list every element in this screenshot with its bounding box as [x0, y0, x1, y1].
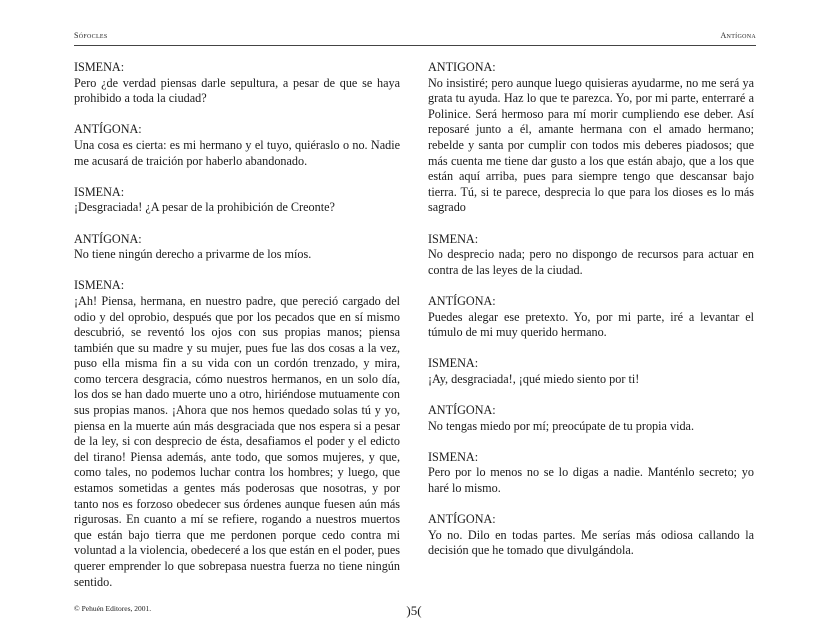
header-rule: [74, 45, 756, 46]
running-head: [74, 31, 756, 43]
copyright-notice: © Pehuén Editores, 2001.: [74, 604, 152, 613]
speech-text: Yo no. Dilo en todas partes. Me serías más odiosa callando la decisión que he tomado que divulgándola.: [428, 527, 754, 558]
speaker-name: ISMENA:: [428, 449, 479, 464]
speech-text: No tengas miedo por mí; preocúpate de tu propia vida.: [428, 418, 695, 433]
speaker-name: ISMENA:: [74, 278, 125, 293]
speech-text: ¡Desgraciada! ¿A pesar de la prohibición de Creonte?: [74, 200, 335, 215]
speech-text: Pero por lo menos no se lo digas a nadie. Manténlo secreto; yo haré lo mismo.: [428, 465, 754, 496]
speaker-name: ANTÍGONA:: [74, 231, 142, 246]
dialogue-turn: [428, 60, 754, 216]
speaker-name: ISMENA:: [428, 356, 479, 371]
page-number: )5(: [406, 603, 422, 618]
speaker-name: ANTÍGONA:: [428, 512, 496, 527]
speech-text: Pero ¿de verdad piensas darle sepultura, a pesar de que se haya prohibido a toda la ciudad?: [74, 75, 400, 106]
dialogue-turn: [428, 356, 754, 387]
dialogue-turn: [74, 278, 400, 590]
speech-text: ¡Ay, desgraciada!, ¡qué miedo siento por ti!: [428, 371, 640, 386]
running-head-title: Antígona: [720, 31, 756, 40]
speaker-name: ISMENA:: [428, 231, 479, 246]
right-column: [428, 60, 754, 575]
dialogue-turn: [428, 403, 754, 434]
dialogue-turn: [74, 60, 400, 107]
speaker-name: ISMENA:: [74, 60, 125, 74]
running-head-author: Sófocles: [74, 31, 108, 40]
speech-text: No desprecio nada; pero no dispongo de recursos para actuar en contra de las leyes de la ciudad.: [428, 247, 754, 277]
speech-text: Una cosa es cierta: es mi hermano y el tuyo, quiéraslo o no. Nadie me acusará de traición por haberlo abandonado.: [74, 137, 400, 168]
speaker-name: ANTIGONA:: [428, 60, 496, 74]
speech-text: No tiene ningún derecho a privarme de los míos.: [74, 247, 312, 262]
speaker-name: ANTÍGONA:: [428, 403, 496, 418]
speaker-name: ANTÍGONA:: [74, 122, 142, 137]
dialogue-turn: [428, 450, 754, 497]
speech-text: No insistiré; pero aunque luego quisieras ayudarme, no me será ya grata tu ayuda. Haz lo que te parezca. Yo, por mi parte, enterraré a Polinice. Será hermoso para mí morir cumpliendo ese deber. Así reposaré junto a él, amante hermana con el amado hermano; rebelde y santa por cumplir con todos mis deberes piadosos; que más cuenta me tiene dar gusto a los que están abajo, que a los que están aquí arriba, pues para siempre tengo que descansar bajo tierra. Tú, si te parece, desprecia lo que para los dioses es lo más sagrado: [428, 75, 754, 215]
dialogue-turn: [428, 294, 754, 341]
dialogue-turn: [428, 512, 754, 559]
speech-text: ¡Ah! Piensa, hermana, en nuestro padre, que pereció cargado del odio y del oprobio, después que por los pecados que en sí mismo descubrió, se reventó los ojos con sus propias manos; piensa también que su madre y su mujer, pues fue las dos cosas a la vez, puso ella misma fin a su vida con un cordón trenzado, y mira, como tercera desgracia, cómo nuestros hermanos, en un solo día, los dos se han dado muerte uno a otro, hiriéndose mutuamente con sus propias manos. ¡Ahora que nos hemos quedado solas tú y yo, piensa en la muerte aún más desgraciada que nos espera si a pesar de la ley, si con desprecio de ésta, desafiamos el poder y el edicto del tirano! Piensa además, ante todo, que somos mujeres, y que, como tales, no podemos luchar contra los hombres; y luego, que estamos sometidas a gentes más poderosas que nosotras, y por tanto nos es forzoso obedecer sus órdenes aunque fuesen aún más rigurosas. En cuanto a mí se refiere, rogando a nuestros muertos que están bajo tierra que me perdonen porque cedo contra mi voluntad a la violencia, obedeceré a los que están en el poder, pues querer emprender lo que sobrepasa nuestra fuerza no tiene ningún sentido.: [74, 293, 400, 589]
dialogue-turn: [74, 232, 400, 263]
left-column: [74, 60, 400, 606]
speaker-name: ISMENA:: [74, 184, 125, 199]
dialogue-turn: [74, 185, 400, 216]
dialogue-turn: [74, 122, 400, 169]
speech-text: Puedes alegar ese pretexto. Yo, por mi parte, iré a levantar el túmulo de mi muy querido hermano.: [428, 309, 754, 340]
speaker-name: ANTÍGONA:: [428, 293, 496, 308]
dialogue-turn: [428, 232, 754, 279]
